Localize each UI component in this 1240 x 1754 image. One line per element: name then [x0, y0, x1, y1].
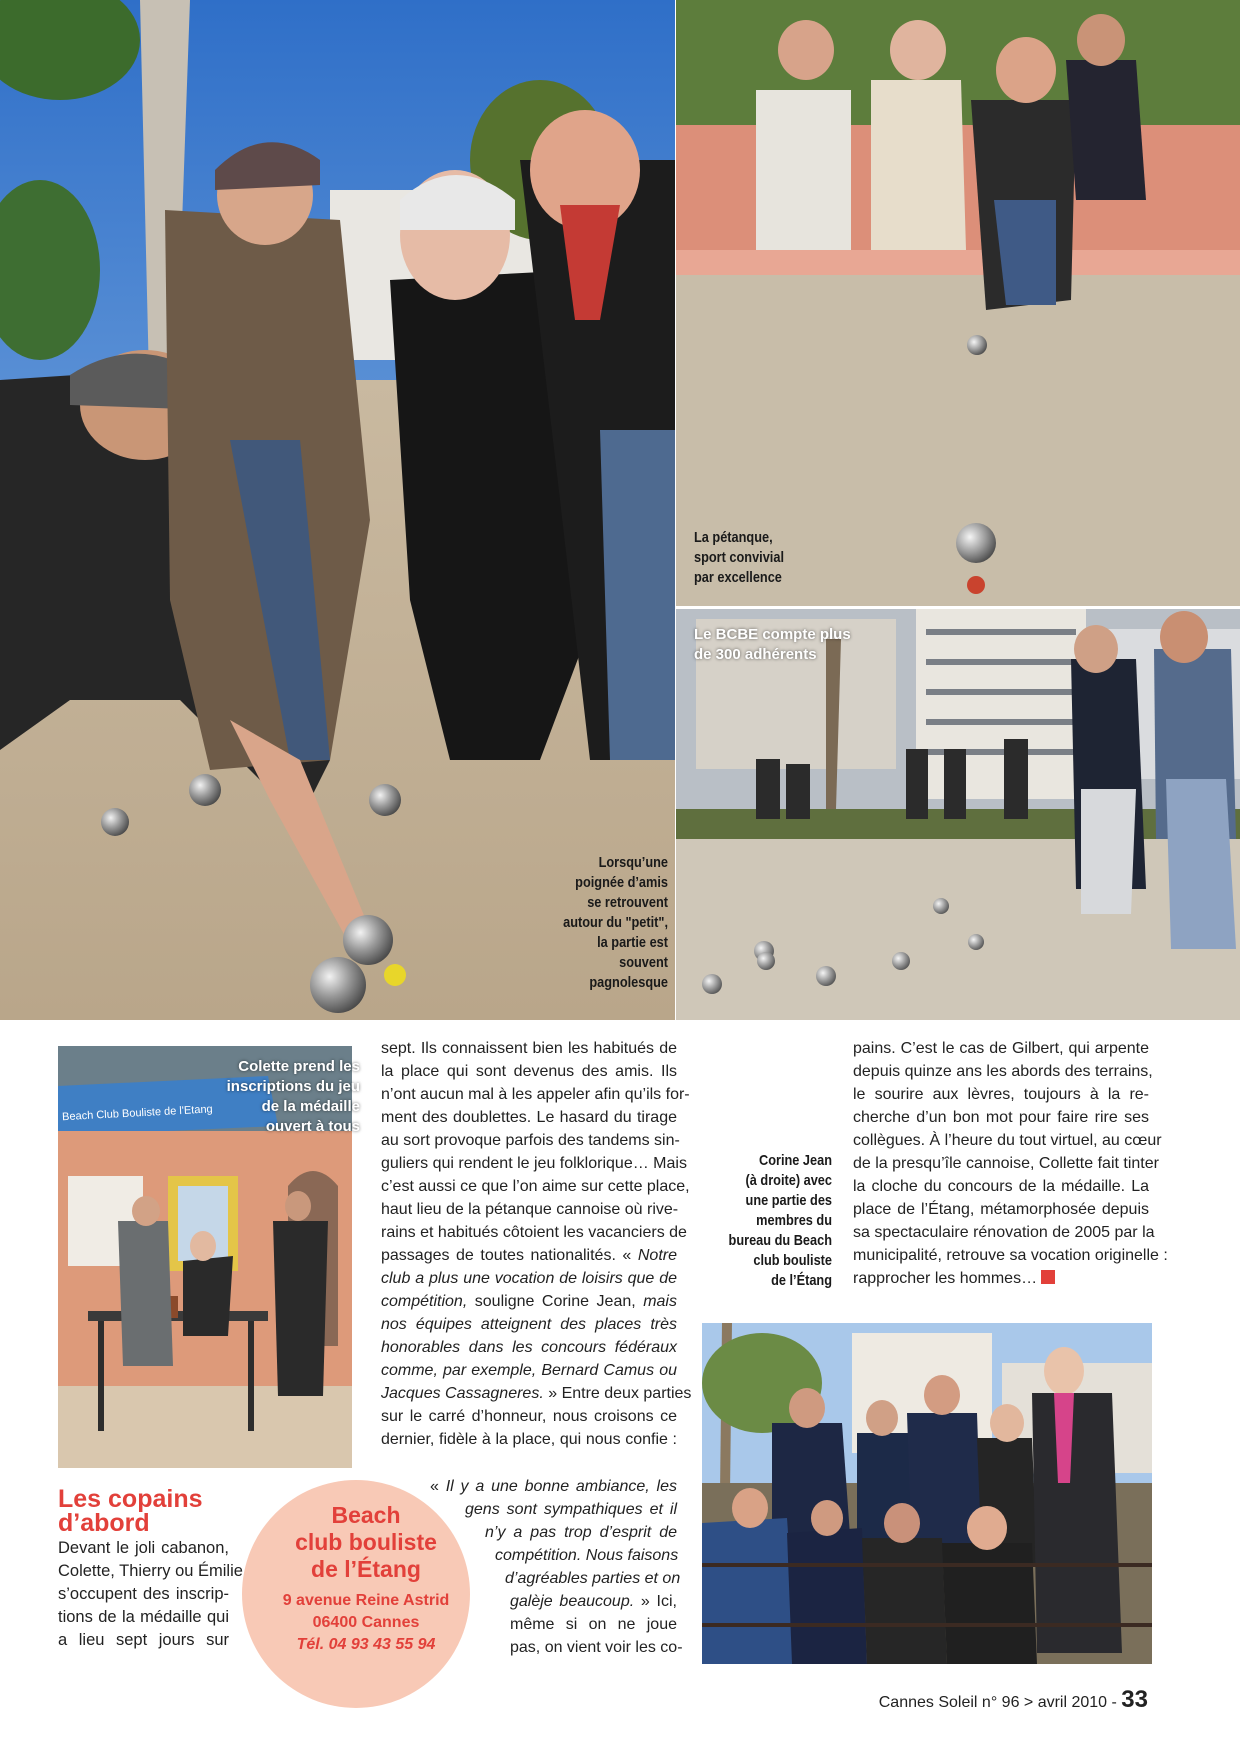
infobox-address-line: 06400 Cannes [312, 1614, 420, 1631]
caption-line: de l’Étang [771, 1272, 832, 1289]
text-line [430, 1475, 677, 1498]
text-line: Devant le joli cabanon, [58, 1539, 229, 1557]
text-line: honorables dans les concours fédéraux [381, 1339, 677, 1356]
text-line [381, 1382, 692, 1405]
text-segment: Notre [637, 1247, 677, 1264]
caption-line: de la médaille [261, 1098, 360, 1115]
infobox-name-line: de l’Étang [311, 1556, 421, 1582]
caption-group [696, 1151, 832, 1291]
caption-line: de 300 adhérents [694, 646, 817, 663]
text-line: pains. C’est le cas de Gilbert, qui arpente [853, 1040, 1149, 1057]
caption-line: par excellence [694, 569, 782, 586]
text-line: n’y a pas trop d’esprit de [485, 1524, 677, 1541]
text-line: gens sont sympathiques et il [465, 1501, 677, 1518]
text-line: la place qui sont devenus des amis. Ils [381, 1063, 677, 1080]
end-mark-icon [1041, 1270, 1055, 1284]
caption-bcbe [694, 625, 914, 665]
caption-line: Le BCBE compte plus [694, 626, 851, 643]
text-segment: » Entre deux parties [548, 1385, 692, 1402]
caption-main-photo [515, 853, 668, 993]
text-line [381, 1290, 677, 1313]
text-segment: « [430, 1478, 439, 1495]
infobox-address [262, 1590, 470, 1656]
infobox-phone: Tél. 04 93 43 55 94 [296, 1636, 436, 1653]
text-line [510, 1590, 677, 1613]
text-segment: » Ici, [640, 1593, 677, 1610]
text-line: tions de la médaille qui [58, 1608, 229, 1626]
text-line: guliers qui rendent le jeu folklorique… Mais [381, 1155, 687, 1172]
article-column-2 [381, 1037, 692, 1451]
text-line: ment des doublettes. Le hasard du tirage [381, 1109, 677, 1126]
text-line: compétition. Nous faisons [495, 1547, 679, 1564]
text-segment: passages de toutes nationalités. « [381, 1247, 632, 1264]
heading-line: d’abord [58, 1509, 150, 1537]
caption-line: pagnolesque [589, 974, 668, 991]
text-segment: mais [643, 1293, 677, 1310]
caption-colette [160, 1057, 360, 1137]
caption-line: club bouliste [753, 1252, 832, 1269]
text-line: le sourire aux lèvres, toujours à la re- [853, 1086, 1149, 1103]
text-line: Colette, Thierry ou Émilie [58, 1562, 243, 1580]
caption-line: poignée d’amis [575, 874, 668, 891]
text-line: depuis quinze ans les abords des terrains, [853, 1063, 1153, 1080]
article-column-3 [853, 1037, 1168, 1290]
text-segment: galèje beaucoup. [510, 1593, 635, 1610]
infobox-name-line: Beach [331, 1502, 401, 1528]
heading-line: Les copains [58, 1485, 203, 1513]
text-segment: souligne Corine Jean, [474, 1293, 636, 1310]
caption-line: ouvert à tous [265, 1118, 360, 1135]
caption-line: souvent [619, 954, 668, 971]
text-line: sur le carré d’honneur, nous croisons ce [381, 1408, 677, 1425]
text-segment: rapprocher les hommes… [853, 1270, 1038, 1287]
text-line: municipalité, retrouve sa vocation originelle : [853, 1247, 1168, 1264]
text-line: c’est aussi ce que l’on aime sur cette place, [381, 1178, 690, 1195]
cabin-sign-text: Beach Club Bouliste de l'Etang [61, 1103, 213, 1124]
text-line [853, 1267, 1149, 1290]
page-footer [879, 1686, 1148, 1714]
text-line: cherche d’un bon mot pour faire rire ses [853, 1109, 1149, 1126]
caption-line: (à droite) avec [745, 1172, 832, 1189]
footer-magazine: Cannes Soleil n° 96 > avril 2010 - [878, 1694, 1117, 1711]
caption-line: la partie est [597, 934, 668, 951]
text-line: rains et habitués côtoient les vacanciers de [381, 1224, 687, 1241]
text-line: n’ont aucun mal à les appeler afin qu’ils for- [381, 1086, 690, 1103]
caption-line: La pétanque, [694, 529, 773, 546]
photo-bcbe-players [676, 609, 1240, 1020]
text-line: s’occupent des inscrip- [58, 1585, 229, 1603]
text-segment: Jacques Cassagneres. [381, 1385, 544, 1402]
photo-petanque-bench [676, 0, 1240, 606]
text-line: haut lieu de la pétanque cannoise où rive- [381, 1201, 679, 1218]
photo-group-bureau [702, 1323, 1152, 1664]
text-segment: Il y a une bonne ambiance, les [445, 1478, 678, 1495]
text-line: même si on ne joue [510, 1616, 677, 1633]
infobox-name-line: club bouliste [295, 1529, 437, 1555]
text-line [381, 1244, 677, 1267]
text-line: club a plus une vocation de loisirs que de [381, 1270, 677, 1287]
caption-line: inscriptions du jeu [226, 1078, 360, 1095]
text-line: de la presqu’île cannoise, Collette fait tinter [853, 1155, 1159, 1172]
caption-line: bureau du Beach [728, 1232, 832, 1249]
article-column-1 [58, 1537, 243, 1652]
infobox-address-line: 9 avenue Reine Astrid [282, 1592, 450, 1609]
text-segment: compétition, [381, 1293, 468, 1310]
text-line: dernier, fidèle à la place, qui nous confie : [381, 1431, 677, 1448]
caption-line: une partie des [745, 1192, 832, 1209]
text-line: sa spectaculaire rénovation de 2005 par la [853, 1224, 1155, 1241]
caption-line: Colette prend les [238, 1058, 360, 1075]
text-line: pas, on vient voir les co- [510, 1639, 683, 1656]
text-line: d’agréables parties et on [505, 1570, 681, 1587]
infobox-club-name [262, 1502, 470, 1583]
caption-line: Lorsqu’une [598, 854, 668, 871]
caption-line: Corine Jean [759, 1152, 832, 1169]
page-number: 33 [1121, 1686, 1148, 1713]
text-line: sept. Ils connaissent bien les habitués de [381, 1040, 677, 1057]
article-heading [58, 1487, 203, 1535]
text-line: la cloche du concours de la médaille. La [853, 1178, 1149, 1195]
caption-line: sport convivial [694, 549, 784, 566]
text-line: comme, par exemple, Bernard Camus ou [381, 1362, 677, 1379]
text-line: collègues. À l’heure du tout virtuel, au cœur [853, 1132, 1162, 1149]
caption-line: autour du "petit", [563, 914, 668, 931]
caption-line: membres du [756, 1212, 832, 1229]
text-line: nos équipes atteignent des places très [381, 1316, 677, 1333]
caption-line: se retrouvent [587, 894, 668, 911]
text-line: au sort provoque parfois des tandems sin- [381, 1132, 680, 1149]
text-line: place de l’Étang, métamorphosée depuis [853, 1201, 1149, 1218]
caption-petanque [694, 528, 864, 588]
text-line: a lieu sept jours sur [58, 1631, 229, 1649]
